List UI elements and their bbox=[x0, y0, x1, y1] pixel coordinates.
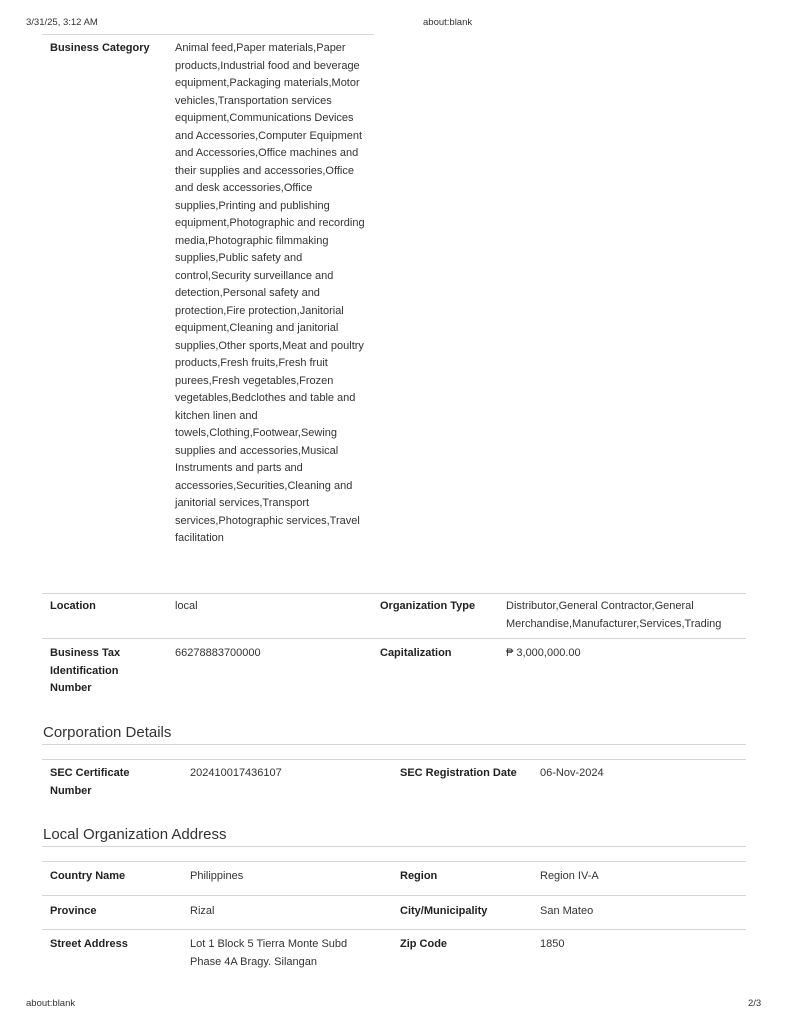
location-label: Location bbox=[50, 600, 96, 612]
organization-type-label: Organization Type bbox=[380, 600, 476, 612]
divider bbox=[42, 593, 746, 594]
tin-label: Business Tax Identification Number bbox=[50, 647, 121, 694]
location-value: local bbox=[175, 600, 198, 612]
country-name-label: Country Name bbox=[50, 870, 126, 882]
divider bbox=[42, 759, 746, 760]
country-name-value: Philippines bbox=[190, 870, 244, 882]
divider bbox=[42, 861, 746, 862]
city-municipality-value: San Mateo bbox=[540, 905, 594, 917]
footer-url: about:blank bbox=[26, 998, 76, 1009]
sec-registration-date-value: 06-Nov-2024 bbox=[540, 767, 604, 779]
divider bbox=[42, 638, 746, 639]
capitalization-value: ₱ 3,000,000.00 bbox=[506, 647, 581, 659]
sec-registration-date-label: SEC Registration Date bbox=[400, 767, 517, 779]
sec-certificate-label: SEC Certificate Number bbox=[50, 767, 130, 797]
province-value: Rizal bbox=[190, 905, 215, 917]
divider bbox=[42, 895, 746, 896]
region-label: Region bbox=[400, 870, 438, 882]
street-address-label: Street Address bbox=[50, 938, 128, 950]
region-value: Region IV-A bbox=[540, 870, 599, 882]
zip-code-value: 1850 bbox=[540, 938, 565, 950]
street-address-value: Lot 1 Block 5 Tierra Monte Subd Phase 4A Bragy. Silangan bbox=[190, 938, 348, 968]
print-url: about:blank bbox=[423, 17, 473, 28]
province-label: Province bbox=[50, 905, 97, 917]
divider bbox=[42, 34, 374, 35]
divider bbox=[42, 744, 746, 745]
zip-code-label: Zip Code bbox=[400, 938, 448, 950]
organization-type-value: Distributor,General Contractor,General Merchandise,Manufacturer,Services,Trading bbox=[506, 600, 722, 630]
capitalization-label: Capitalization bbox=[380, 647, 452, 659]
corporation-details-title: Corporation Details bbox=[43, 724, 172, 741]
local-organization-address-title: Local Organization Address bbox=[43, 826, 227, 843]
sec-certificate-value: 202410017436107 bbox=[190, 767, 282, 779]
print-datetime: 3/31/25, 3:12 AM bbox=[26, 17, 98, 28]
business-category-label: Business Category bbox=[50, 42, 150, 54]
divider bbox=[42, 846, 746, 847]
divider bbox=[42, 929, 746, 930]
tin-value: 66278883700000 bbox=[175, 647, 261, 659]
city-municipality-label: City/Municipality bbox=[400, 905, 488, 917]
page-number: 2/3 bbox=[748, 998, 762, 1009]
business-category-value: Animal feed,Paper materials,Paper products,Industrial food and beverage equipment,Packaging materials,Motor vehicles,Transportation services equipment,Communications Devices and Accessories,Computer Equipment and Accessories,Office machines and their supplies and accessories,Office and desk accessories,Office supplies,Printing and publishing equipment,Photographic and recording media,Photographic filmmaking supplies,Public safety and control,Security surveillance and detection,Personal safety and protection,Fire protection,Janitorial equipment,Cleaning and janitorial supplies,Other sports,Meat and poultry products,Fresh fruits,Fresh fruit purees,Fresh vegetables,Frozen vegetables,Bedclothes and table and kitchen linen and towels,Clothing,Footwear,Sewing supplies and accessories,Musical Instruments and parts and accessories,Securities,Cleaning and janitorial services,Transport services,Photographic services,Travel facilitation bbox=[175, 42, 365, 544]
